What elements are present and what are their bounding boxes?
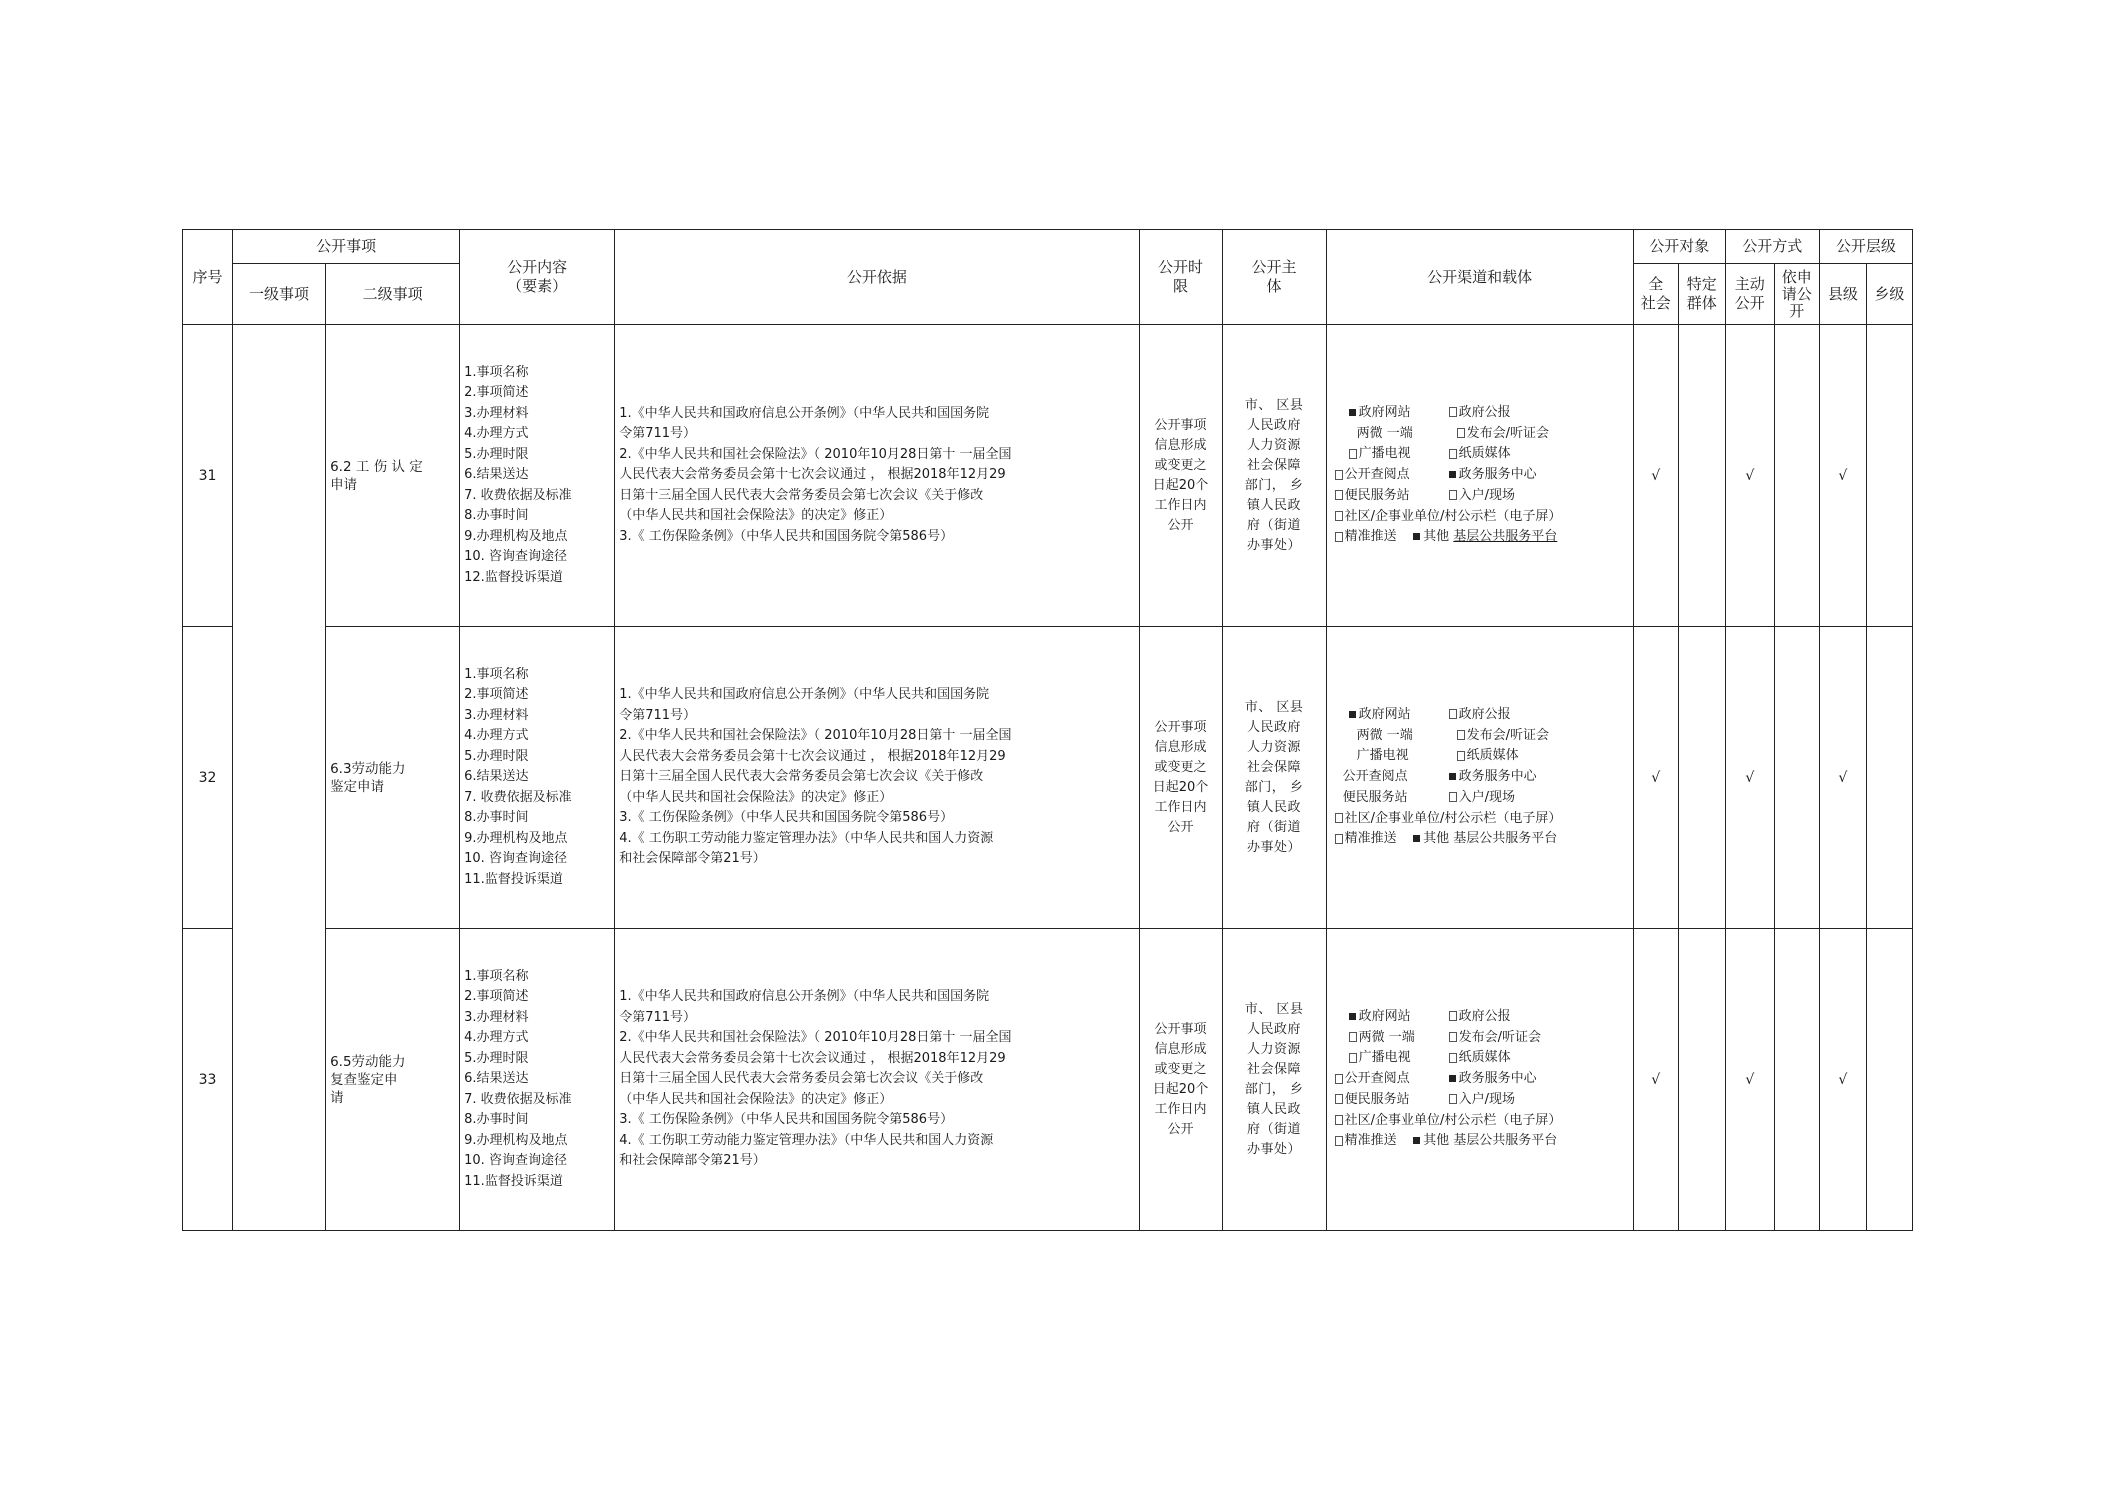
time-limit-line: 信息形成 [1154,437,1207,453]
subject-line: 部门， 乡 [1244,779,1304,795]
channel-option: 政务服务中心 [1458,769,1537,785]
header-basis: 公开依据 [615,230,1139,325]
basis-line: 4.《 工伤职工劳动能力鉴定管理办法》（中华人民共和国人力资源 [619,830,994,846]
header-time-limit [1139,230,1222,325]
content-item: 6.结果送达 [464,1071,529,1087]
content-cell [460,325,615,627]
checked-box-icon [1449,471,1456,478]
time-limit-line: 公开事项 [1154,719,1207,735]
disclosure-table [182,229,1913,1231]
level2-cell [326,325,460,627]
channel-option: 发布会/听证会 [1466,425,1549,441]
channel-other-value: 基层公共服务平台 [1453,1133,1558,1149]
target-all-check: √ [1633,627,1678,929]
header-target-group: 公开对象 [1633,230,1725,264]
level2-line: 6.5劳动能力 [330,1053,406,1070]
channel-line [1331,705,1633,726]
subject-line: 办事处） [1247,537,1302,553]
unchecked-box-icon [1335,511,1343,521]
time-limit-line: 信息形成 [1154,1041,1207,1057]
channel-line [1331,486,1633,507]
header-method-active-line1: 主动 [1734,275,1765,293]
header-content [460,230,615,325]
unchecked-box-icon [1335,490,1343,500]
time-limit-line: 工作日内 [1154,497,1207,513]
time-limit-line: 或变更之 [1154,759,1207,775]
header-target-all-line1: 全 [1648,275,1664,293]
basis-line: 人民代表大会常务委员会第十七次会议通过 ， 根据2018年12月29 [619,467,1006,483]
channel-option: 公开查阅点 [1342,769,1408,785]
level-town-check [1866,325,1912,627]
basis-line: 人民代表大会常务委员会第十七次会议通过 ， 根据2018年12月29 [619,1050,1006,1066]
channel-option: 政府公报 [1458,1008,1511,1024]
unchecked-box-icon [1449,490,1457,500]
content-item: 5.办理时限 [464,748,529,764]
time-limit-line: 日起20个 [1152,1081,1209,1097]
channel-option: 社区/企事业单位/村公示栏（电子屏） [1344,1112,1562,1128]
basis-line: 和社会保障部令第21号） [619,1153,766,1169]
level-town-check [1866,627,1912,929]
subject-line: 镇人民政 [1247,497,1302,513]
level2-line: 鉴定申请 [330,778,385,795]
time-limit-line: 或变更之 [1154,1061,1207,1077]
unchecked-box-icon [1335,470,1343,480]
content-item: 2.事项简述 [464,385,529,401]
level2-line: 请 [330,1089,344,1106]
content-item: 3.办理材料 [464,707,529,723]
channel-option: 政务服务中心 [1458,467,1537,483]
time-limit-line: 公开事项 [1154,1021,1207,1037]
header-level1: 一级事项 [233,264,326,325]
level-county-check: √ [1819,627,1866,929]
basis-cell [615,325,1139,627]
header-level-group: 公开层级 [1819,230,1912,264]
basis-line: 人民代表大会常务委员会第十七次会议通过 ， 根据2018年12月29 [619,748,1006,764]
header-target-specific-line1: 特定 [1686,275,1717,293]
table-row [183,627,1913,929]
checked-box-icon [1349,711,1356,718]
header-subject [1222,230,1326,325]
subject-line: 市、 区县 [1244,1001,1304,1017]
subject-line: 部门， 乡 [1244,1081,1304,1097]
subject-line: 人力资源 [1247,1041,1302,1057]
target-specific-check [1678,929,1725,1231]
basis-line: 令第711号） [619,426,697,442]
target-specific-check [1678,325,1725,627]
method-apply-check [1774,627,1819,929]
subject-line: 部门， 乡 [1244,477,1304,493]
header-level-town: 乡级 [1866,264,1912,325]
content-item: 4.办理方式 [464,426,529,442]
content-item: 5.办理时限 [464,1050,529,1066]
subject-cell [1222,929,1326,1231]
basis-line: 令第711号） [619,1009,697,1025]
channel-option: 精准推送 [1344,529,1397,545]
basis-line: 3.《 工伤保险条例》（中华人民共和国国务院令第586号） [619,528,954,544]
content-item: 4.办理方式 [464,728,529,744]
unchecked-box-icon [1449,1053,1457,1063]
unchecked-box-icon [1449,1094,1457,1104]
subject-line: 市、 区县 [1244,397,1304,413]
basis-cell [615,929,1139,1231]
unchecked-box-icon [1335,1074,1343,1084]
channel-option: 发布会/听证会 [1466,727,1549,743]
header-method-group: 公开方式 [1725,230,1819,264]
content-item: 11.监督投诉渠道 [464,871,563,887]
unchecked-box-icon [1349,449,1357,459]
subject-line: 镇人民政 [1247,1101,1302,1117]
header-method-apply-line2: 请公 [1781,284,1812,303]
unchecked-box-icon [1335,834,1343,844]
subject-line: 市、 区县 [1244,699,1304,715]
header-level2: 二级事项 [326,264,460,325]
subject-line: 府（街道 [1247,517,1302,533]
channel-option: 广播电视 [1358,446,1411,462]
content-item: 9.办理机构及地点 [464,830,568,846]
time-limit-line: 工作日内 [1154,799,1207,815]
channel-option: 两微 一端 [1356,425,1413,441]
header-channel: 公开渠道和载体 [1326,230,1633,325]
time-limit-line: 公开 [1167,517,1194,533]
subject-line: 人力资源 [1247,437,1302,453]
subject-line: 办事处） [1247,839,1302,855]
header-content-line1: 公开内容 [507,258,568,276]
time-limit-cell [1139,627,1222,929]
unchecked-box-icon [1335,813,1343,823]
time-limit-cell [1139,325,1222,627]
channel-option: 政务服务中心 [1458,1071,1537,1087]
level2-line: 6.2 工 伤 认 定 [330,458,423,475]
channel-line [1331,726,1633,747]
header-target-all [1633,264,1678,325]
checked-box-icon [1413,835,1420,842]
channel-option: 便民服务站 [1344,1091,1410,1107]
channel-line [1331,746,1633,767]
channel-option: 纸质媒体 [1458,446,1511,462]
unchecked-box-icon [1449,1032,1457,1042]
channel-line [1331,1090,1633,1111]
header-seq: 序号 [183,230,233,325]
content-item: 7. 收费依据及标准 [464,487,572,503]
subject-line: 府（街道 [1247,1121,1302,1137]
channel-option: 便民服务站 [1344,487,1410,503]
channel-option: 两微 一端 [1358,1029,1415,1045]
channel-option: 广播电视 [1356,748,1409,764]
channel-line [1331,424,1633,445]
unchecked-box-icon [1349,1053,1357,1063]
row-seq: 32 [183,627,233,929]
level2-cell [326,929,460,1231]
table-row [183,325,1913,627]
subject-line: 人力资源 [1247,739,1302,755]
row-seq: 31 [183,325,233,627]
subject-line: 府（街道 [1247,819,1302,835]
basis-line: 4.《 工伤职工劳动能力鉴定管理办法》（中华人民共和国人力资源 [619,1132,994,1148]
subject-cell [1222,627,1326,929]
basis-line: （中华人民共和国社会保险法》的决定》修正） [619,1091,893,1107]
channel-option: 政府公报 [1458,404,1511,420]
basis-line: 日第十三届全国人民代表大会常务委员会第七次会议《关于修改 [619,769,984,785]
content-item: 8.办事时间 [464,810,529,826]
unchecked-box-icon [1449,709,1457,719]
channel-line [1331,403,1633,424]
time-limit-line: 公开 [1167,819,1194,835]
basis-line: （中华人民共和国社会保险法》的决定》修正） [619,508,893,524]
level2-line: 申请 [330,476,358,493]
row-seq: 33 [183,929,233,1231]
content-item: 2.事项简述 [464,687,529,703]
method-apply-check [1774,929,1819,1231]
content-item: 4.办理方式 [464,1030,529,1046]
time-limit-line: 公开 [1167,1121,1194,1137]
level-town-check [1866,929,1912,1231]
content-item: 8.办事时间 [464,1112,529,1128]
table-row [183,929,1913,1231]
channel-cell [1326,627,1633,929]
unchecked-box-icon [1349,1032,1357,1042]
basis-cell [615,627,1139,929]
basis-line: 和社会保障部令第21号） [619,851,766,867]
basis-line: 1.《中华人民共和国政府信息公开条例》（中华人民共和国国务院 [619,405,990,421]
header-subject-line2: 体 [1266,277,1282,295]
channel-line [1331,1007,1633,1028]
checked-box-icon [1449,1075,1456,1082]
level2-line: 6.3劳动能力 [330,760,406,777]
subject-line: 人民政府 [1247,1021,1302,1037]
channel-option: 政府网站 [1358,706,1411,722]
basis-line: 3.《 工伤保险条例》（中华人民共和国国务院令第586号） [619,810,954,826]
content-item: 7. 收费依据及标准 [464,789,572,805]
subject-line: 社会保障 [1247,457,1302,473]
channel-option: 公开查阅点 [1344,467,1410,483]
content-item: 7. 收费依据及标准 [464,1091,572,1107]
checked-box-icon [1449,773,1456,780]
content-item: 1.事项名称 [464,364,529,380]
channel-option: 入户/现场 [1458,1091,1515,1107]
channel-option: 两微 一端 [1356,727,1413,743]
content-item: 10. 咨询查询途径 [464,549,567,565]
time-limit-line: 日起20个 [1152,779,1209,795]
header-item-group: 公开事项 [233,230,460,264]
channel-line [1331,809,1633,830]
checked-box-icon [1349,1013,1356,1020]
header-target-specific-line2: 群体 [1686,294,1717,312]
unchecked-box-icon [1335,1115,1343,1125]
content-item: 11.监督投诉渠道 [464,1173,563,1189]
unchecked-box-icon [1457,428,1465,438]
checked-box-icon [1349,409,1356,416]
channel-line [1331,1131,1633,1152]
header-method-active [1725,264,1774,325]
channel-option: 其他 [1423,529,1450,545]
basis-line: 2.《中华人民共和国社会保险法》（ 2010年10月28日第十 一届全国 [619,446,1012,462]
header-method-apply-line3: 开 [1789,301,1805,320]
level2-cell [326,627,460,929]
target-all-check: √ [1633,325,1678,627]
channel-line [1331,507,1633,528]
header-level-county: 县级 [1819,264,1866,325]
header-subject-line1: 公开主 [1251,258,1297,276]
level-county-check: √ [1819,325,1866,627]
level2-line: 复查鉴定申 [330,1071,398,1088]
unchecked-box-icon [1449,1011,1457,1021]
channel-option: 其他 [1423,831,1450,847]
channel-option: 入户/现场 [1458,487,1515,503]
unchecked-box-icon [1449,407,1457,417]
channel-line [1331,444,1633,465]
method-active-check: √ [1725,325,1774,627]
channel-option: 社区/企事业单位/村公示栏（电子屏） [1344,508,1562,524]
content-item: 10. 咨询查询途径 [464,851,567,867]
channel-line [1331,767,1633,788]
channel-option: 政府网站 [1358,1008,1411,1024]
content-item: 12.监督投诉渠道 [464,569,563,585]
unchecked-box-icon [1449,449,1457,459]
level1-cell [233,325,326,1231]
channel-cell [1326,929,1633,1231]
content-item: 3.办理材料 [464,405,529,421]
channel-option: 便民服务站 [1342,789,1408,805]
channel-option: 入户/现场 [1458,789,1515,805]
channel-option: 广播电视 [1358,1050,1411,1066]
subject-line: 人民政府 [1247,719,1302,735]
basis-line: 令第711号） [619,707,697,723]
header-target-all-line2: 社会 [1640,294,1671,312]
basis-line: 2.《中华人民共和国社会保险法》（ 2010年10月28日第十 一届全国 [619,1030,1012,1046]
unchecked-box-icon [1335,532,1343,542]
time-limit-line: 信息形成 [1154,739,1207,755]
time-limit-line: 公开事项 [1154,417,1207,433]
channel-option: 公开查阅点 [1344,1071,1410,1087]
channel-line [1331,465,1633,486]
channel-option: 精准推送 [1344,1133,1397,1149]
subject-line: 办事处） [1247,1141,1302,1157]
channel-option: 纸质媒体 [1458,1050,1511,1066]
content-item: 1.事项名称 [464,666,529,682]
channel-line [1331,1069,1633,1090]
checked-box-icon [1413,1137,1420,1144]
unchecked-box-icon [1335,1094,1343,1104]
subject-cell [1222,325,1326,627]
channel-option: 政府网站 [1358,404,1411,420]
content-cell [460,929,615,1231]
channel-other-value: 基层公共服务平台 [1453,529,1558,545]
channel-line [1331,527,1633,548]
content-item: 1.事项名称 [464,968,529,984]
method-active-check: √ [1725,627,1774,929]
content-item: 3.办理材料 [464,1009,529,1025]
time-limit-line: 或变更之 [1154,457,1207,473]
basis-line: 2.《中华人民共和国社会保险法》（ 2010年10月28日第十 一届全国 [619,728,1012,744]
header-method-apply-line1: 依申 [1781,267,1812,286]
unchecked-box-icon [1457,751,1465,761]
channel-option: 发布会/听证会 [1458,1029,1541,1045]
channel-line [1331,788,1633,809]
content-item: 6.结果送达 [464,769,529,785]
unchecked-box-icon [1335,1136,1343,1146]
content-item: 2.事项简述 [464,989,529,1005]
basis-line: （中华人民共和国社会保险法》的决定》修正） [619,789,893,805]
content-item: 6.结果送达 [464,467,529,483]
time-limit-line: 工作日内 [1154,1101,1207,1117]
content-item: 8.办事时间 [464,508,529,524]
content-item: 10. 咨询查询途径 [464,1153,567,1169]
channel-option: 社区/企事业单位/村公示栏（电子屏） [1344,810,1562,826]
channel-cell [1326,325,1633,627]
subject-line: 镇人民政 [1247,799,1302,815]
method-apply-check [1774,325,1819,627]
header-method-apply [1774,264,1819,325]
channel-line [1331,829,1633,850]
channel-line [1331,1048,1633,1069]
header-method-active-line2: 公开 [1734,294,1765,312]
channel-option: 政府公报 [1458,706,1511,722]
target-specific-check [1678,627,1725,929]
basis-line: 日第十三届全国人民代表大会常务委员会第七次会议《关于修改 [619,487,984,503]
content-item: 9.办理机构及地点 [464,1132,568,1148]
basis-line: 3.《 工伤保险条例》（中华人民共和国国务院令第586号） [619,1112,954,1128]
basis-line: 日第十三届全国人民代表大会常务委员会第七次会议《关于修改 [619,1071,984,1087]
header-time-limit-line1: 公开时 [1158,258,1204,276]
channel-line [1331,1028,1633,1049]
level-county-check: √ [1819,929,1866,1231]
subject-line: 人民政府 [1247,417,1302,433]
unchecked-box-icon [1457,730,1465,740]
channel-option: 其他 [1423,1133,1450,1149]
unchecked-box-icon [1449,792,1457,802]
target-all-check: √ [1633,929,1678,1231]
content-cell [460,627,615,929]
header-time-limit-line2: 限 [1173,277,1189,295]
channel-option: 纸质媒体 [1466,748,1519,764]
basis-line: 1.《中华人民共和国政府信息公开条例》（中华人民共和国国务院 [619,989,990,1005]
content-item: 5.办理时限 [464,446,529,462]
header-content-line2: （要素） [507,277,568,295]
content-item: 9.办理机构及地点 [464,528,568,544]
time-limit-cell [1139,929,1222,1231]
channel-option: 精准推送 [1344,831,1397,847]
checked-box-icon [1413,533,1420,540]
channel-other-value: 基层公共服务平台 [1453,831,1558,847]
subject-line: 社会保障 [1247,1061,1302,1077]
header-target-specific [1678,264,1725,325]
basis-line: 1.《中华人民共和国政府信息公开条例》（中华人民共和国国务院 [619,687,990,703]
time-limit-line: 日起20个 [1152,477,1209,493]
channel-line [1331,1111,1633,1132]
method-active-check: √ [1725,929,1774,1231]
subject-line: 社会保障 [1247,759,1302,775]
